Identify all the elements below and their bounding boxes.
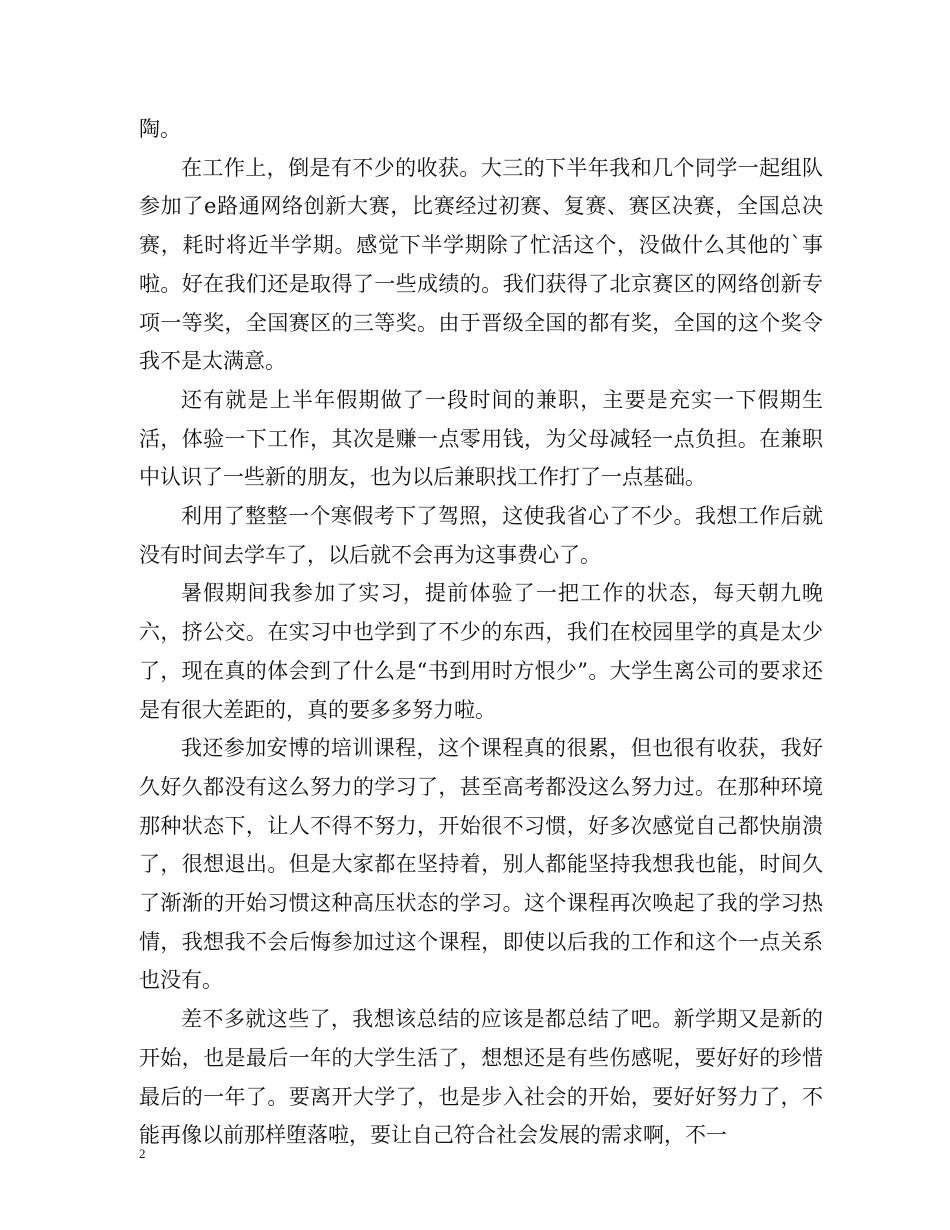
paragraph-summary: 差不多就这些了，我想该总结的应该是都总结了吧。新学期又是新的开始，也是最后一年的大学生活了，想想还是有些伤感呢，要好好的珍惜最后的一年了。要离开大学了，也是步入社会的开始，要好好努力了，不能再像以前那样堕落啦，要让自己符合社会发展的需求啊，不一 <box>139 1007 823 1148</box>
page-number: 2 <box>139 1146 146 1161</box>
paragraph-training-course: 我还参加安博的培训课程，这个课程真的很累，但也很有收获，我好久好久都没有这么努力的学习了，甚至高考都没这么努力过。在那种环境那种状态下，让人不得不努力，开始很不习惯，好多次感觉自己都快崩溃了，很想退出。但是大家都在坚持着，别人都能坚持我想我也能，时间久了渐渐的开始习惯这种高压状态的学习。这个课程再次唤起了我的学习热情，我想我不会后悔参加过这个课程，即使以后我的工作和这个一点关系也没有。 <box>139 736 823 993</box>
body-text <box>139 110 823 1155</box>
paragraph-driving-license: 利用了整整一个寒假考下了驾照，这使我省心了不少。我想工作后就没有时间去学车了，以后就不会再为这事费心了。 <box>139 504 823 567</box>
paragraph-work-gains: 在工作上，倒是有不少的收获。大三的下半年我和几个同学一起组队参加了e路通网络创新大赛，比赛经过初赛、复赛、赛区决赛，全国总决赛，耗时将近半学期。感觉下半学期除了忙活这个，没做什么其他的`事啦。好在我们还是取得了一些成绩的。我们获得了北京赛区的网络创新专项一等奖，全国赛区的三等奖。由于晋级全国的都有奖，全国的这个奖令我不是太满意。 <box>139 155 823 374</box>
paragraph-continuation: 陶。 <box>139 117 181 141</box>
paragraph-part-time-job: 还有就是上半年假期做了一段时间的兼职，主要是充实一下假期生活，体验一下工作，其次是赚一点零用钱，为父母减轻一点负担。在兼职中认识了一些新的朋友，也为以后兼职找工作打了一点基础。 <box>139 387 823 490</box>
paragraph-internship: 暑假期间我参加了实习，提前体验了一把工作的状态，每天朝九晚六，挤公交。在实习中也学到了不少的东西，我们在校园里学的真是太少了，现在真的体会到了什么是“书到用时方恨少”。大学生离公司的要求还是有很大差距的，真的要多多努力啦。 <box>139 581 823 722</box>
